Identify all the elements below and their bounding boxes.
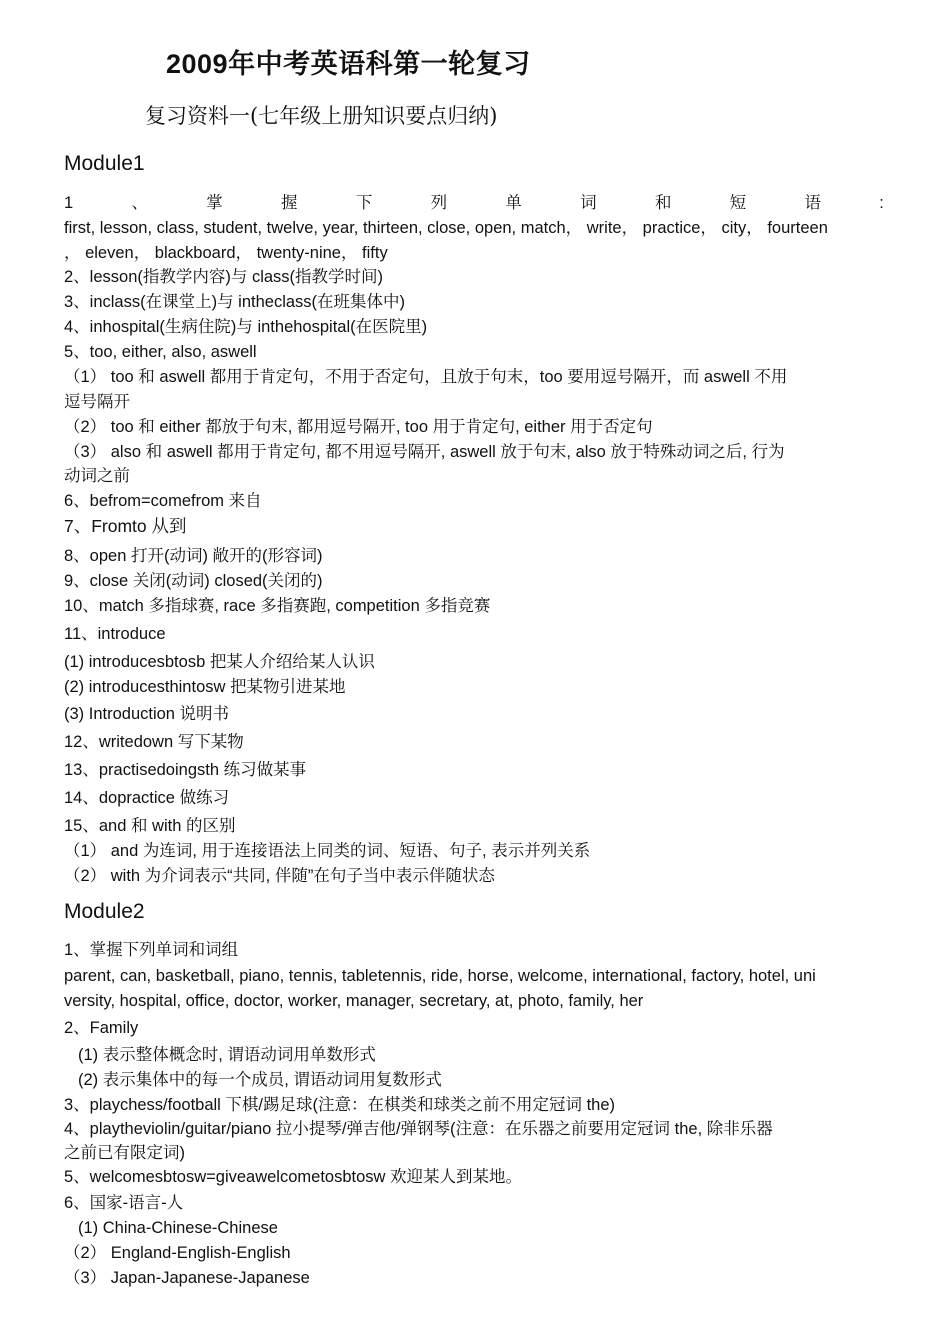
text-line: (1) China-Chinese-Chinese <box>78 1219 278 1237</box>
justify-char: 词 <box>580 194 597 212</box>
text-line: 2、lesson(指教学内容)与 class(指教学时间) <box>64 268 384 286</box>
text-line: 逗号隔开 <box>64 393 130 411</box>
text-line: 14、dopractice 做练习 <box>64 789 230 807</box>
text-line: 7、Fromto 从到 <box>64 516 187 536</box>
text-line: 15、and 和 with 的区别 <box>64 817 236 835</box>
text-line: parent, can, basketball, piano, tennis, tabletennis, ride, horse, welcome, international, factory, hotel, uni <box>64 967 816 985</box>
justify-char: 单 <box>505 194 522 212</box>
text-line: 4、playtheviolin/guitar/piano 拉小提琴/弹吉他/弹钢琴(注意：在乐器之前要用定冠词 the, 除非乐器 <box>64 1120 773 1138</box>
text-line: 5、welcomesbtosw=giveawelcometosbtosw 欢迎某人到某地。 <box>64 1168 523 1186</box>
text-line: versity, hospital, office, doctor, worker, manager, secretary, at, photo, family, her <box>64 992 644 1010</box>
text-line: 2、Family <box>64 1019 139 1037</box>
justify-char: 和 <box>654 194 672 212</box>
text-line: ， eleven， blackboard， twenty-nine， fifty <box>64 244 388 262</box>
text-line: （1） and 为连词, 用于连接语法上同类的词、短语、句子, 表示并列关系 <box>64 842 591 860</box>
text-line: 6、befrom=comefrom 来自 <box>64 492 262 510</box>
text-line: （3） also 和 aswell 都用于肯定句, 都不用逗号隔开, aswell 放于句末, also 放于特殊动词之后, 行为 <box>64 443 785 461</box>
justify-char: 1 <box>64 194 74 212</box>
text-line: 13、practisedoingsth 练习做某事 <box>64 761 307 779</box>
text-line: （2） England-English-English <box>64 1244 291 1262</box>
text-line: 11、introduce <box>64 625 166 643</box>
module1-item1-heading <box>64 193 884 213</box>
text-line: (2) introducesthintosw 把某物引进某地 <box>64 678 346 696</box>
module1-heading: Module1 <box>64 152 145 175</box>
justify-char: 语 <box>804 194 821 212</box>
text-line: 动词之前 <box>64 467 130 485</box>
justify-char: 短 <box>729 194 747 212</box>
text-line: （3） Japan-Japanese-Japanese <box>64 1269 310 1287</box>
document-subtitle: 复习资料一(七年级上册知识要点归纳) <box>145 104 498 128</box>
text-line: 9、close 关闭(动词) closed(关闭的) <box>64 572 323 590</box>
document-title: 2009年中考英语科第一轮复习 <box>166 49 531 79</box>
text-line: 12、writedown 写下某物 <box>64 733 244 751</box>
justify-char: 握 <box>281 194 298 212</box>
text-line: 之前已有限定词) <box>64 1144 185 1162</box>
text-line: 5、too, either, also, aswell <box>64 343 257 361</box>
text-line: 3、playchess/football 下棋/踢足球(注意：在棋类和球类之前不用定冠词 the) <box>64 1096 616 1114</box>
text-line: 6、国家-语言-人 <box>64 1194 184 1212</box>
text-line: 1、掌握下列单词和词组 <box>64 941 239 959</box>
text-line: 4、inhospital(生病住院)与 inthehospital(在医院里) <box>64 318 428 336</box>
text-line: 10、match 多指球赛, race 多指赛跑, competition 多指竞赛 <box>64 597 491 615</box>
text-line: 3、inclass(在课堂上)与 intheclass(在班集体中) <box>64 293 406 311</box>
justify-char: 、 <box>131 194 148 212</box>
text-line: (3) Introduction 说明书 <box>64 705 230 723</box>
module2-heading: Module2 <box>64 900 145 923</box>
text-line: （1） too 和 aswell 都用于肯定句，不用于否定句，且放于句末，too 要用逗号隔开，而 aswell 不用 <box>64 368 788 386</box>
text-line: （2） with 为介词表示“共同, 伴随”在句子当中表示伴随状态 <box>64 867 495 885</box>
text-line: 8、open 打开(动词) 敞开的(形容词) <box>64 547 323 565</box>
text-line: (1) 表示整体概念时, 谓语动词用单数形式 <box>78 1046 376 1064</box>
text-line: (1) introducesbtosb 把某人介绍给某人认识 <box>64 653 375 671</box>
text-line: (2) 表示集体中的每一个成员, 谓语动词用复数形式 <box>78 1071 442 1089</box>
justify-char: 下 <box>355 194 373 212</box>
justify-char: : <box>879 194 884 212</box>
text-line: first, lesson, class, student, twelve, year, thirteen, close, open, match， write， practice， city， fourteen <box>64 219 828 237</box>
justify-char: 掌 <box>206 194 223 212</box>
justify-char: 列 <box>430 194 448 212</box>
text-line: （2） too 和 either 都放于句末, 都用逗号隔开, too 用于肯定句, either 用于否定句 <box>64 418 653 436</box>
